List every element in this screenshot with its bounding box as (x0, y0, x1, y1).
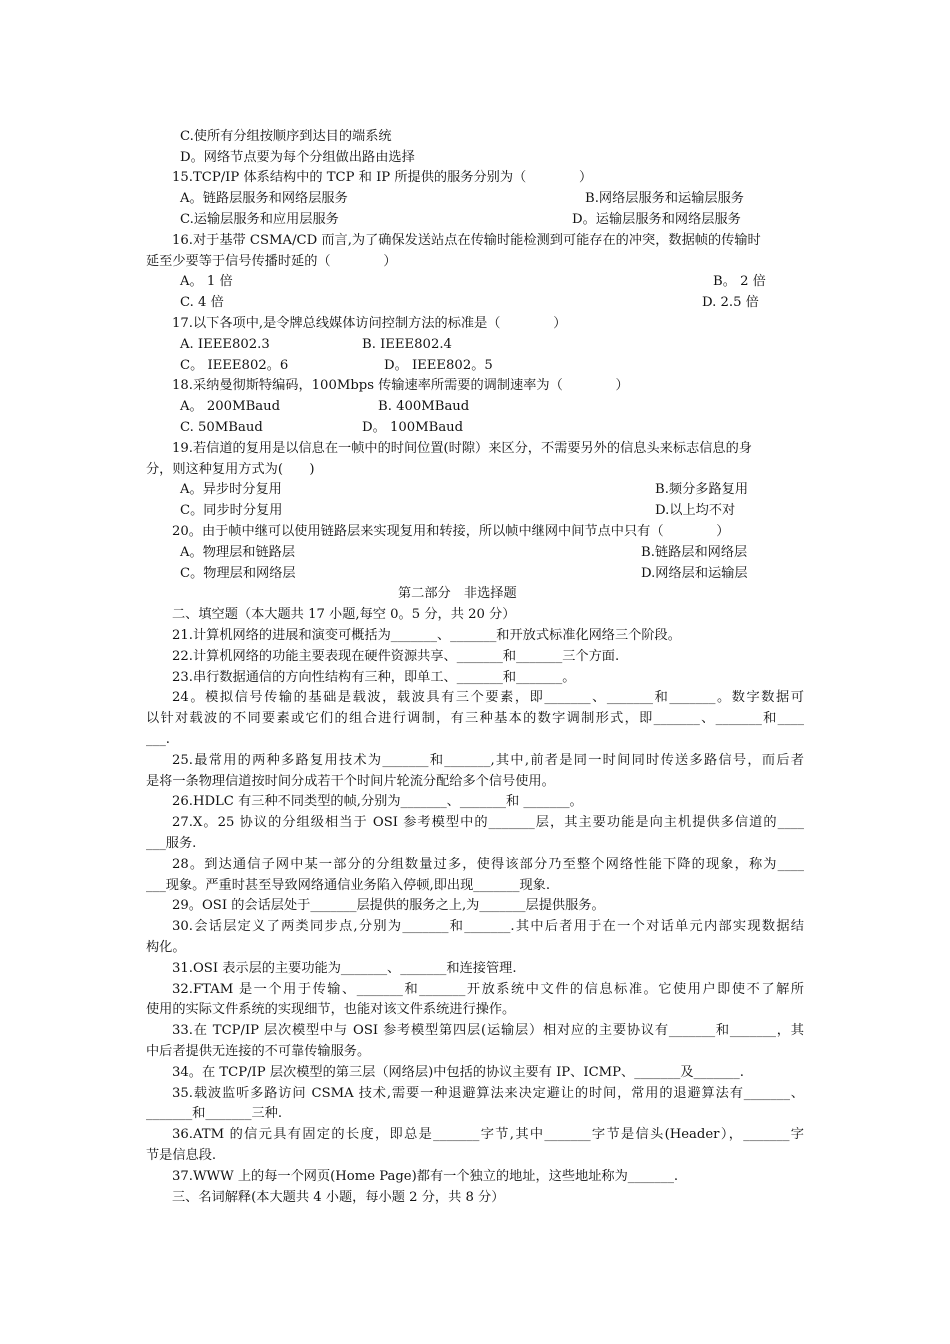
q20-stem: 20。由于帧中继可以使用链路层来实现复用和转接，所以帧中继网中间节点中只有（ ） (172, 524, 730, 539)
q16-stem-line1: 16.对于基带 CSMA/CD 而言,为了确保发送站点在传输时能检测到可能存在的冲突，数据帧的传输时 (172, 233, 761, 248)
q27-text-line1: 27.X。25 协议的分组级相当于 OSI 参考模型中的_______层，其主要功能是向主机提供多信道的____ (172, 815, 804, 830)
q17-option-d: D。 IEEE802。5 (384, 358, 493, 373)
q37-text: 37.WWW 上的每一个网页(Home Page)都有一个独立的地址，这些地址称为_______. (172, 1169, 679, 1184)
q19-stem-line1: 19.若信道的复用是以信息在一帧中的时间位置(时隙）来区分，不需要另外的信息头来标志信息的身 (172, 441, 752, 456)
q19-option-c: C。同步时分复用 (180, 503, 283, 518)
q20-option-d: D.网络层和运输层 (641, 566, 748, 581)
q36-text-line2: 节是信息段. (146, 1148, 217, 1163)
q22-text: 22.计算机网络的功能主要表现在硬件资源共享、_______和_______三个方面. (172, 649, 620, 664)
q25-text-line2: 是将一条物理信道按时间分成若干个时间片轮流分配给多个信号使用。 (146, 774, 555, 789)
q29-text: 29。OSI 的会话层处于_______层提供的服务之上,为_______层提供服务。 (172, 898, 605, 913)
q18-stem: 18.采纳曼彻斯特编码，100Mbps 传输速率所需要的调制速率为（ ） (172, 378, 629, 393)
q36-text-line1: 36.ATM 的信元具有固定的长度，即总是_______字节,其中_______字节是信头(Header），_______字 (172, 1127, 804, 1142)
q30-text-line1: 30.会话层定义了两类同步点,分别为_______和_______.其中后者用于在一个对话单元内部实现数据结 (172, 919, 804, 934)
q14-option-d: D。网络节点要为每个分组做出路由选择 (180, 150, 415, 165)
q17-stem: 17.以下各项中,是令牌总线媒体访问控制方法的标准是（ ） (172, 316, 567, 331)
q31-text: 31.OSI 表示层的主要功能为_______、_______和连接管理. (172, 961, 517, 976)
q18-option-b: B. 400MBaud (378, 399, 470, 414)
part-two-title: 第二部分 非选择题 (398, 586, 517, 601)
q16-option-b: B。 2 倍 (713, 274, 766, 289)
q28-text-line2: ___现象。严重时甚至导致网络通信业务陷入停顿,即出现_______现象. (146, 878, 551, 893)
q23-text: 23.串行数据通信的方向性结构有三种，即单工、_______和_______。 (172, 670, 576, 685)
q19-option-a: A。异步时分复用 (180, 482, 282, 497)
q20-option-c: C。物理层和网络层 (180, 566, 296, 581)
q15-option-b: B.网络层服务和运输层服务 (585, 191, 744, 206)
q16-stem-line2: 延至少要等于信号传播时延的（ ） (146, 254, 397, 269)
q33-text-line2: 中后者提供无连接的不可靠传输服务。 (146, 1044, 371, 1059)
q24-text-line1: 24。模拟信号传输的基础是载波，载波具有三个要素，即_______、_______和_______。数字数据可 (172, 690, 804, 705)
q19-option-d: D.以上均不对 (655, 503, 736, 518)
q19-stem-line2: 分，则这种复用方式为( ) (146, 462, 315, 477)
q15-option-d: D。运输层服务和网络层服务 (572, 212, 741, 227)
q15-option-c: C.运输层服务和应用层服务 (180, 212, 339, 227)
section-terms-title: 三、名词解释(本大题共 4 小题，每小题 2 分，共 8 分） (172, 1190, 505, 1205)
q20-option-b: B.链路层和网络层 (641, 545, 748, 560)
q35-text-line2: _______和_______三种. (146, 1106, 283, 1121)
q15-stem: 15.TCP/IP 体系结构中的 TCP 和 IP 所提供的服务分别为（ ） (172, 170, 593, 185)
q26-text: 26.HDLC 有三种不同类型的帧,分别为_______、_______和 _______。 (172, 794, 583, 809)
q18-option-a: A。 200MBaud (180, 399, 281, 414)
q17-option-a: A. IEEE802.3 (180, 337, 270, 352)
q33-text-line1: 33.在 TCP/IP 层次模型中与 OSI 参考模型第四层(运输层）相对应的主要协议有_______和_______，其 (172, 1023, 804, 1038)
q17-option-b: B. IEEE802.4 (362, 337, 452, 352)
q17-option-c: C。 IEEE802。6 (180, 358, 289, 373)
q28-text-line1: 28。到达通信子网中某一部分的分组数量过多，使得该部分乃至整个网络性能下降的现象，称为____ (172, 857, 804, 872)
q32-text-line1: 32.FTAM 是一个用于传输、_______和_______开放系统中文件的信息标准。它使用户即使不了解所 (172, 982, 804, 997)
q32-text-line2: 使用的实际文件系统的实现细节，也能对该文件系统进行操作。 (146, 1002, 516, 1017)
q19-option-b: B.频分多路复用 (655, 482, 749, 497)
q20-option-a: A。物理层和链路层 (180, 545, 296, 560)
q34-text: 34。在 TCP/IP 层次模型的第三层（网络层)中包括的协议主要有 IP、ICMP、_______及_______. (172, 1065, 744, 1080)
q18-option-d: D。 100MBaud (362, 420, 464, 435)
q14-option-c: C.使所有分组按顺序到达目的端系统 (180, 129, 392, 144)
q16-option-a: A。 1 倍 (180, 274, 233, 289)
q27-text-line2: ___服务. (146, 836, 197, 851)
q21-text: 21.计算机网络的进展和演变可概括为_______、_______和开放式标准化网络三个阶段。 (172, 628, 681, 643)
q24-text-line3: ___. (146, 732, 170, 747)
q25-text-line1: 25.最常用的两种多路复用技术为_______和_______,其中,前者是同一时间同时传送多路信号，而后者 (172, 753, 804, 768)
q16-option-d: D. 2.5 倍 (702, 295, 759, 310)
q30-text-line2: 构化。 (146, 940, 186, 955)
section-fill-in-title: 二、填空题（本大题共 17 小题,每空 0。5 分，共 20 分） (172, 607, 516, 622)
q18-option-c: C. 50MBaud (180, 420, 263, 435)
q35-text-line1: 35.载波监听多路访问 CSMA 技术,需要一种退避算法来决定避让的时间，常用的退避算法有_______、 (172, 1086, 804, 1101)
q24-text-line2: 以针对载波的不同要素或它们的组合进行调制，有三种基本的数字调制形式，即_______、_______和____ (146, 711, 804, 726)
q16-option-c: C. 4 倍 (180, 295, 224, 310)
q15-option-a: A。链路层服务和网络层服务 (180, 191, 348, 206)
